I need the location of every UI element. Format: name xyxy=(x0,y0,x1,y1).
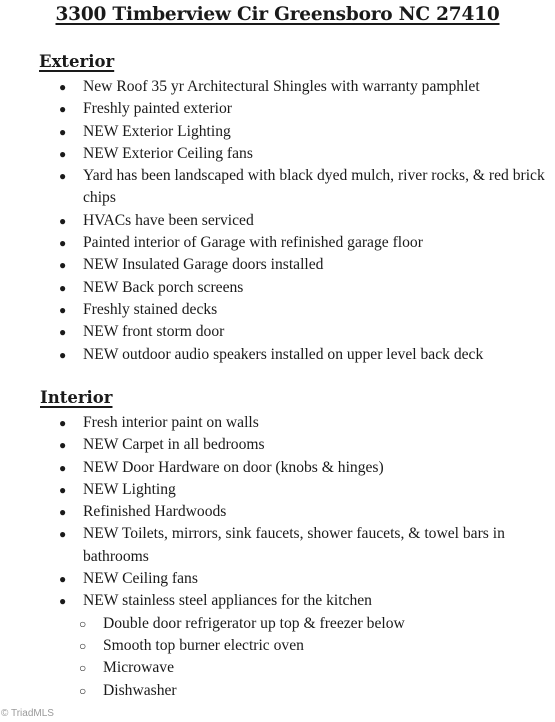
bullet-icon: ● xyxy=(59,527,67,542)
interior-heading: Interior xyxy=(40,388,113,407)
hollow-bullet-icon: ○ xyxy=(79,661,87,676)
sub-list-item: ○ Microwave xyxy=(103,657,549,679)
list-item: ● NEW Ceiling fans xyxy=(83,568,549,590)
bullet-icon: ● xyxy=(59,213,67,228)
list-item: ● Freshly painted exterior xyxy=(83,98,549,120)
bullet-icon: ● xyxy=(59,572,67,587)
bullet-icon: ● xyxy=(59,169,67,184)
list-item: ● Refinished Hardwoods xyxy=(83,501,549,523)
list-item: ● NEW Back porch screens xyxy=(83,277,549,299)
list-item: ● Painted interior of Garage with refinished garage floor xyxy=(83,232,549,254)
bullet-icon: ● xyxy=(59,124,67,139)
bullet-icon: ● xyxy=(59,594,67,609)
list-item: ● NEW Insulated Garage doors installed xyxy=(83,254,549,276)
bullet-icon: ● xyxy=(59,302,67,317)
list-item: ● NEW Lighting xyxy=(83,479,549,501)
bullet-icon: ● xyxy=(59,438,67,453)
bullet-icon: ● xyxy=(59,146,67,161)
list-item: ● NEW Door Hardware on door (knobs & hinges) xyxy=(83,457,549,479)
document-title: 3300 Timberview Cir Greensboro NC 27410 xyxy=(55,4,500,25)
bullet-icon: ● xyxy=(59,482,67,497)
bullet-icon: ● xyxy=(59,505,67,520)
list-item: ● Freshly stained decks xyxy=(83,299,549,321)
list-item: ● NEW Exterior Lighting xyxy=(83,121,549,143)
list-item: ● NEW Exterior Ceiling fans xyxy=(83,143,549,165)
bullet-icon: ● xyxy=(59,325,67,340)
sub-list-item: ○ Double door refrigerator up top & freezer below xyxy=(103,613,549,635)
exterior-heading: Exterior xyxy=(39,52,115,71)
exterior-list xyxy=(59,76,549,366)
list-item: ● Yard has been landscaped with black dyed mulch, river rocks, & red brick chips xyxy=(59,167,545,207)
list-item: ● NEW Toilets, mirrors, sink faucets, shower faucets, & towel bars in bathrooms xyxy=(59,525,505,565)
sub-list-item: ○ Dishwasher xyxy=(103,680,549,702)
bullet-icon: ● xyxy=(59,236,67,251)
list-item: ● HVACs have been serviced xyxy=(83,210,549,232)
bullet-icon: ● xyxy=(59,416,67,430)
list-item: ● NEW stainless steel appliances for the kitchen xyxy=(83,590,549,612)
bullet-icon: ● xyxy=(59,102,67,117)
list-item: ● Fresh interior paint on walls xyxy=(83,412,549,434)
bullet-icon: ● xyxy=(59,460,67,475)
hollow-bullet-icon: ○ xyxy=(79,616,87,631)
list-item: ● NEW outdoor audio speakers installed on upper level back deck xyxy=(83,344,549,366)
bullet-icon: ● xyxy=(59,258,67,273)
hollow-bullet-icon: ○ xyxy=(79,683,87,698)
watermark: © TriadMLS xyxy=(1,708,54,719)
list-item: ● NEW Carpet in all bedrooms xyxy=(83,434,549,456)
bullet-icon: ● xyxy=(59,347,67,362)
bullet-icon: ● xyxy=(59,80,67,94)
list-item: ● NEW front storm door xyxy=(83,321,549,343)
sub-list-item: ○ Smooth top burner electric oven xyxy=(103,635,549,657)
bullet-icon: ● xyxy=(59,280,67,295)
hollow-bullet-icon: ○ xyxy=(79,638,87,653)
list-item: ● New Roof 35 yr Architectural Shingles with warranty pamphlet xyxy=(83,76,549,98)
interior-list xyxy=(59,412,549,702)
